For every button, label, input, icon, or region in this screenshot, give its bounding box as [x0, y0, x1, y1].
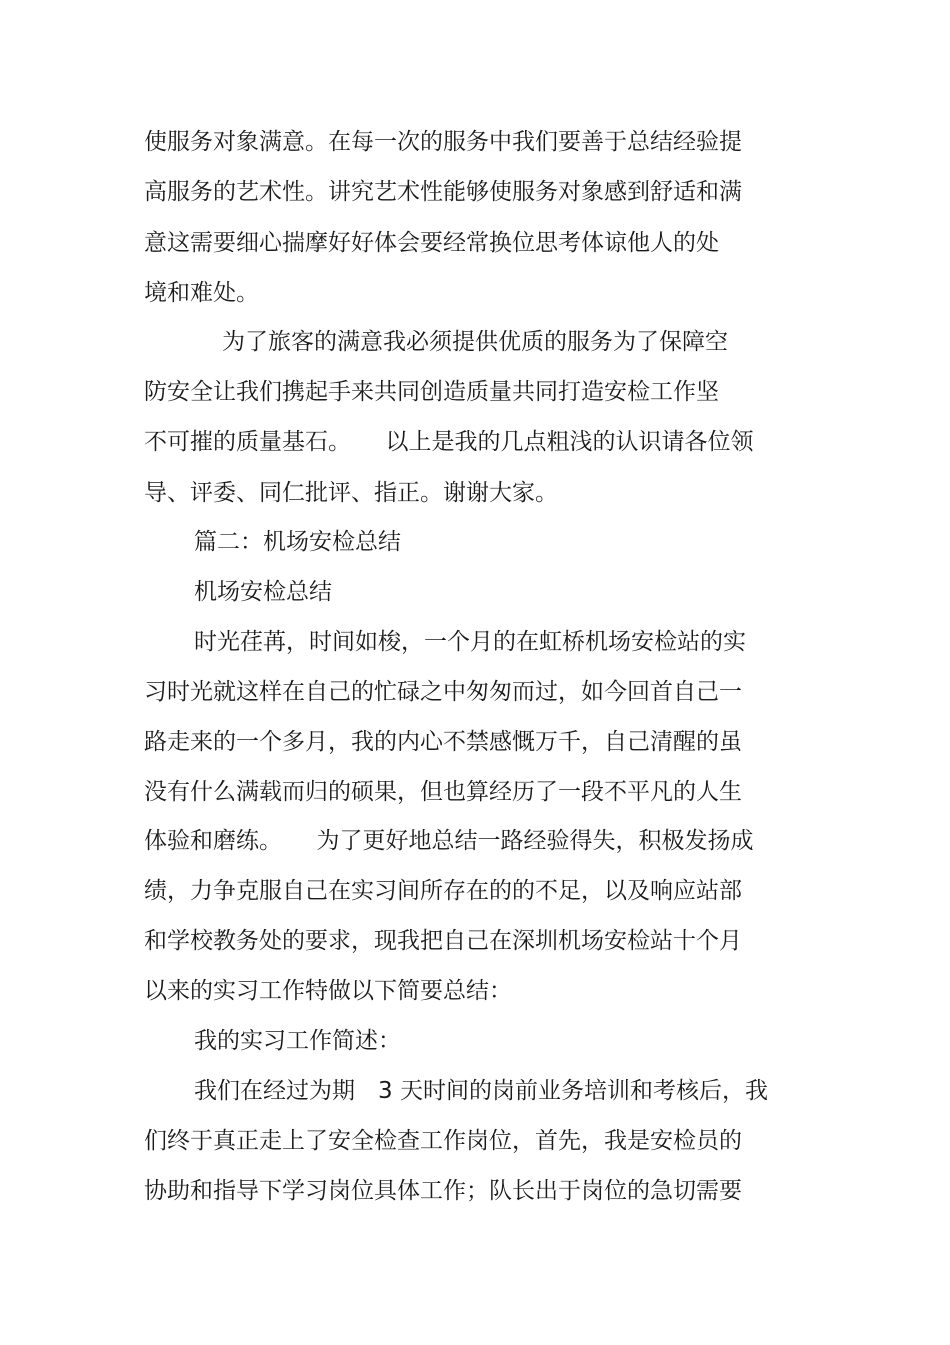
paragraph-line: 不可摧的质量基石。 以上是我的几点粗浅的认识请各位领 [144, 429, 754, 455]
document-title: 机场安检总结 [194, 579, 332, 605]
paragraph-line: 高服务的艺术性。讲究艺术性能够使服务对象感到舒适和满 [144, 179, 742, 205]
section-heading: 篇二：机场安检总结 [194, 529, 401, 555]
paragraph-line: 和学校教务处的要求，现我把自己在深圳机场安检站十个月 [144, 928, 742, 954]
paragraph-line: 使服务对象满意。在每一次的服务中我们要善于总结经验提 [144, 129, 742, 155]
paragraph-line: 绩，力争克服自己在实习间所存在的的不足，以及响应站部 [144, 878, 742, 904]
paragraph-line: 导、评委、同仁批评、指正。谢谢大家。 [144, 480, 558, 506]
paragraph-line: 防安全让我们携起手来共同创造质量共同打造安检工作坚 [144, 379, 719, 405]
paragraph-line: 意这需要细心揣摩好好体会要经常换位思考体谅他人的处 [144, 230, 719, 256]
paragraph-line: 境和难处。 [144, 280, 259, 306]
paragraph-line: 我们在经过为期 3 天时间的岗前业务培训和考核后，我 [194, 1078, 768, 1104]
paragraph-line: 路走来的一个多月，我的内心不禁感慨万千，自己清醒的虽 [144, 729, 742, 755]
paragraph-line: 们终于真正走上了安全检查工作岗位，首先，我是安检员的 [144, 1128, 742, 1154]
paragraph-line: 习时光就这样在自己的忙碌之中匆匆而过，如今回首自己一 [144, 679, 742, 705]
paragraph-line: 时光荏苒，时间如梭，一个月的在虹桥机场安检站的实 [194, 629, 746, 655]
paragraph-line: 为了旅客的满意我必须提供优质的服务为了保障空 [222, 329, 728, 355]
paragraph-line: 没有什么满载而归的硕果，但也算经历了一段不平凡的人生 [144, 779, 742, 805]
paragraph-line: 体验和磨练。 为了更好地总结一路经验得失，积极发扬成 [144, 828, 754, 854]
subsection-heading: 我的实习工作简述： [194, 1028, 401, 1054]
paragraph-line: 协助和指导下学习岗位具体工作；队长出于岗位的急切需要 [144, 1178, 742, 1204]
paragraph-line: 以来的实习工作特做以下简要总结： [144, 978, 512, 1004]
